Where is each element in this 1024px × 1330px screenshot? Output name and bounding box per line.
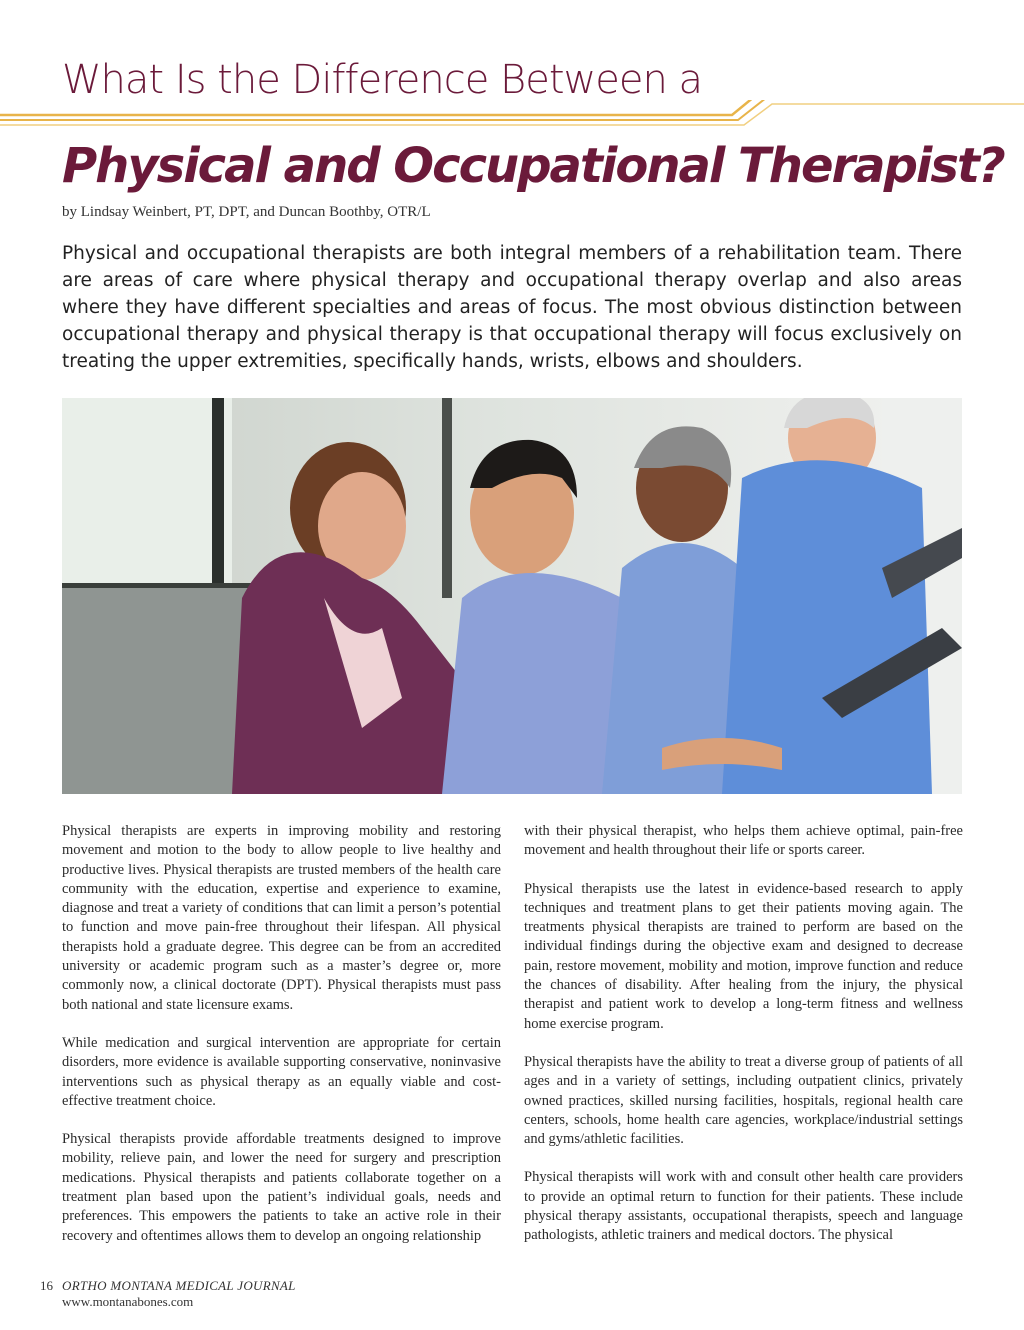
body-paragraph: Physical therapists use the latest in evidence-based research to apply techniques and treatment plans to get their patients moving again. The treatments physical therapists are trained to perform are based on the individual findings during the objective exam and designed to decrease pain, restore movement, mobility and motion, improve function and reduce the chances of disability. After healing from the injury, the physical therapist and patient work to develop a long-term fitness and wellness home exercise program.	[524, 880, 963, 1032]
body-column-right	[524, 822, 963, 1265]
body-paragraph: Physical therapists have the ability to treat a diverse group of patients of all ages and in a variety of settings, including outpatient clinics, privately owned practices, skilled nursing facilities, hospitals, regional health care centers, schools, home health care agencies, workplace/industrial settings and gyms/athletic facilities.	[524, 1053, 963, 1148]
therapy-session-photo	[62, 398, 962, 794]
body-paragraph: Physical therapists are experts in improving mobility and restoring movement and motion to the body to allow people to live healthy and productive lives. Physical therapists are trusted members of the health care community with the education, expertise and experience to examine, diagnose and treat a variety of conditions that can limit a person’s potential to function and move pain-free throughout their lifespan. All physical therapists hold a graduate degree. This degree can be from an accredited university or academic program such as a master’s degree or, more commonly now, a clinical doctorate (DPT). Physical therapists must pass both national and state licensure exams.	[62, 823, 501, 1013]
article-kicker: What Is the Difference Between a	[62, 57, 703, 103]
byline: by Lindsay Weinbert, PT, DPT, and Duncan Boothby, OTR/L	[62, 204, 431, 220]
page-number: 16	[40, 1278, 53, 1293]
body-column-left	[62, 822, 501, 1265]
body-paragraph: Physical therapists provide affordable treatments designed to improve mobility, relieve pain, and lower the need for surgery and prescription medications. Physical therapists and patients collaborate together on a treatment plan based upon the patient’s individual goals, needs and preferences. This empowers the patients to take an active role in their recovery and oftentimes allows them to develop an ongoing relationship	[62, 1131, 501, 1244]
body-paragraph: Physical therapists will work with and consult other health care providers to provide an optimal return to function for their patients. These include physical therapy assistants, occupational therapists, speech and language pathologists, athletic trainers and medical doctors. The physical	[524, 1169, 963, 1244]
photo-illustration	[62, 398, 962, 794]
journal-name: ORTHO MONTANA MEDICAL JOURNAL	[62, 1278, 296, 1293]
website-link[interactable]: www.montanabones.com	[62, 1294, 194, 1309]
page-footer	[40, 1278, 296, 1310]
body-paragraph: with their physical therapist, who helps them achieve optimal, pain-free movement and health throughout their life or sports career.	[524, 823, 963, 859]
body-paragraph: While medication and surgical intervention are appropriate for certain disorders, more evidence is available supporting conservative, noninvasive interventions such as physical therapy as an equally viable and cost-effective treatment choice.	[62, 1034, 501, 1109]
header-rule	[0, 100, 1024, 140]
article-title: Physical and Occupational Therapist?	[62, 138, 1004, 194]
intro-paragraph: Physical and occupational therapists are both integral members of a rehabilitation team. There are areas of care where physical therapy and occupational therapy overlap and also areas where they have different specialties and areas of focus. The most obvious distinction between occupational therapy and physical therapy is that occupational therapy will focus exclusively on treating the upper extremities, specifically hands, wrists, elbows and shoulders.	[62, 243, 962, 372]
